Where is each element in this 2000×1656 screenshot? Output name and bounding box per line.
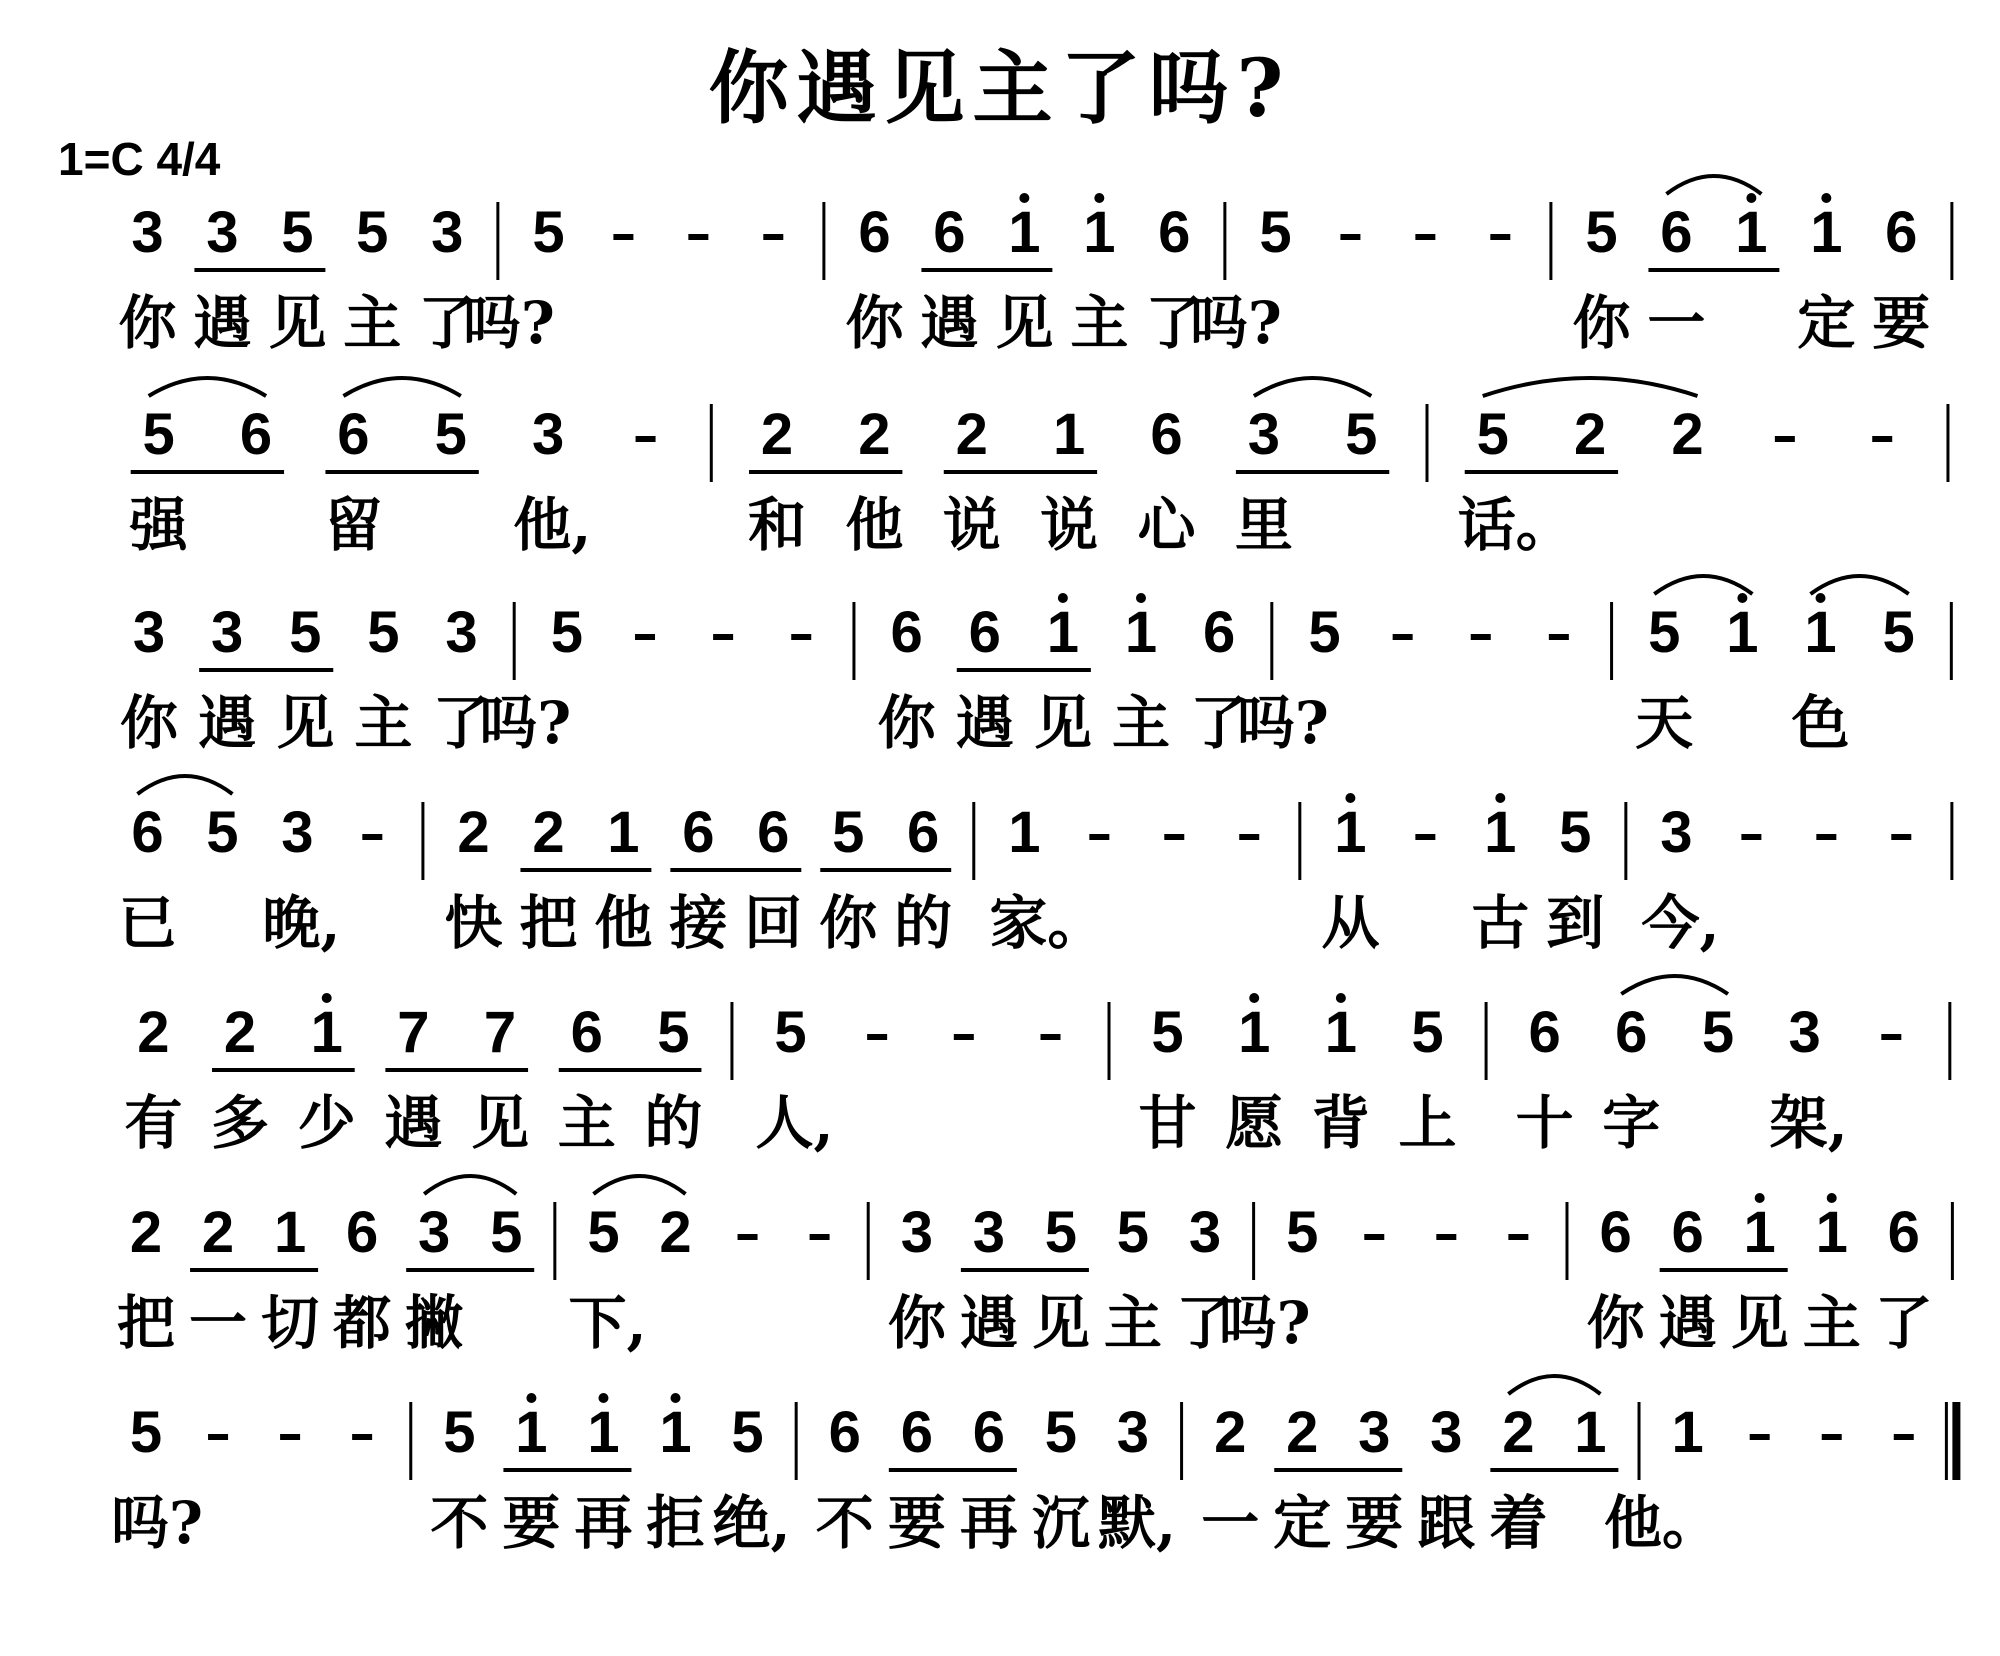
note-6: 6	[1158, 200, 1191, 265]
note-5: 5	[1882, 600, 1915, 665]
lyric-char: 家。	[989, 889, 1106, 957]
lyric-char: 他,	[513, 491, 592, 559]
lyric-char: 字	[1602, 1089, 1661, 1157]
lyric-char: 一	[1647, 289, 1706, 357]
note-5: 5	[550, 600, 584, 665]
note-3: 3	[132, 600, 166, 665]
lyric-char: 主	[1802, 1289, 1861, 1357]
lyric-char: 强	[129, 491, 188, 559]
lyric-char: 遇	[193, 289, 252, 357]
note-6: 6	[345, 1200, 379, 1265]
lyric-char: 主	[1103, 1289, 1162, 1357]
note-1: 1	[273, 1200, 307, 1265]
lyric-char: 已	[118, 889, 177, 957]
lyric-char: 要	[502, 1489, 561, 1557]
lyric-char: 有	[124, 1089, 183, 1157]
lyric-char: 你	[877, 689, 936, 757]
note-3: 3	[1188, 1200, 1222, 1265]
lyric-char: 说	[1040, 491, 1099, 559]
score-system	[0, 1200, 2000, 1380]
lyric-char: 遇	[384, 1089, 443, 1157]
lyric-char: 背	[1311, 1089, 1370, 1157]
lyric-char: 甘	[1138, 1089, 1197, 1157]
lyric-char: 接	[669, 889, 728, 957]
note-3: 3	[1358, 1400, 1391, 1465]
note-high-1: 1	[1324, 1000, 1357, 1065]
note-3: 3	[445, 600, 478, 665]
note-5: 5	[1286, 1200, 1319, 1265]
lyric-char: 他	[594, 889, 653, 957]
lyric-char: 主	[354, 689, 413, 757]
score-system	[0, 200, 2000, 380]
lyric-char: 默,	[1097, 1489, 1177, 1557]
slur	[1254, 378, 1371, 396]
lyric-char: 了	[1145, 289, 1204, 357]
lyric-char: 遇	[920, 289, 979, 357]
note-2: 2	[129, 1200, 163, 1265]
note-5: 5	[1044, 1200, 1078, 1265]
lyric-char: 一	[1201, 1489, 1260, 1557]
note-high-1: 1	[1810, 200, 1843, 265]
lyric-char: 回	[744, 889, 803, 957]
note-7: 7	[397, 1000, 430, 1065]
lyric-char: 你	[845, 289, 904, 357]
lyric-char: 见	[268, 289, 327, 357]
lyric-char: 晚,	[262, 889, 341, 957]
note-6: 6	[890, 600, 923, 665]
lyric-char: 再	[959, 1489, 1018, 1557]
lyric-char: 了	[418, 289, 477, 357]
note-2: 2	[137, 1000, 170, 1065]
note-6: 6	[907, 800, 940, 865]
note-5: 5	[1585, 200, 1618, 265]
note-high-1: 1	[1735, 200, 1768, 265]
note-3: 3	[532, 402, 565, 467]
lyric-char: 的	[894, 889, 953, 957]
note-high-1: 1	[1726, 600, 1759, 665]
lyric-char: 愿	[1225, 1089, 1284, 1157]
note-high-1: 1	[1083, 200, 1116, 265]
note-2: 2	[760, 402, 794, 467]
lyric-char: 见	[1730, 1289, 1789, 1357]
note-2: 2	[659, 1200, 692, 1265]
lyric-char: 再	[574, 1489, 633, 1557]
note-high-1: 1	[1743, 1200, 1776, 1265]
note-6: 6	[1202, 600, 1236, 665]
note-5: 5	[356, 200, 389, 265]
note-5: 5	[657, 1000, 690, 1065]
song-title: 你遇见主了吗?	[708, 41, 1292, 135]
note-5: 5	[1345, 402, 1378, 467]
lyric-char: 拒	[646, 1489, 705, 1557]
lyric-char: 定	[1797, 289, 1856, 357]
lyric-char: 主	[343, 289, 402, 357]
note-5: 5	[490, 1200, 523, 1265]
lyric-char: 一	[189, 1289, 248, 1357]
lyric-char: 了	[1175, 1289, 1234, 1357]
note-6: 6	[828, 1400, 861, 1465]
lyric-char: 你	[1572, 289, 1631, 357]
lyric-char: 里	[1234, 491, 1293, 559]
lyric-char: 要	[1872, 289, 1931, 357]
note-3: 3	[972, 1200, 1005, 1265]
note-3: 3	[1788, 1000, 1821, 1065]
lyric-char: 吗?	[111, 1489, 204, 1557]
lyric-char: 今,	[1641, 889, 1720, 957]
slur	[1666, 176, 1761, 194]
note-5: 5	[443, 1400, 476, 1465]
lyric-char: 你	[120, 689, 179, 757]
note-5: 5	[1308, 600, 1341, 665]
lyric-char: 遇	[198, 689, 257, 757]
note-high-1: 1	[1008, 200, 1041, 265]
score-system	[0, 1000, 2000, 1180]
note-6: 6	[933, 200, 966, 265]
note-5: 5	[532, 200, 565, 265]
note-6: 6	[570, 1000, 603, 1065]
note-5: 5	[434, 402, 467, 467]
note-high-1: 1	[587, 1400, 620, 1465]
note-3: 3	[431, 200, 464, 265]
lyric-char: 遇	[955, 689, 1014, 757]
note-2: 2	[1286, 1400, 1319, 1465]
note-high-1: 1	[1815, 1200, 1848, 1265]
note-6: 6	[1885, 200, 1918, 265]
lyric-char: 你	[819, 889, 878, 957]
lyric-char: 你	[1586, 1289, 1645, 1357]
lyric-char: 切	[261, 1289, 320, 1357]
lyric-char: 他	[845, 491, 904, 559]
note-2: 2	[201, 1200, 235, 1265]
note-high-1: 1	[515, 1400, 548, 1465]
note-5: 5	[142, 402, 175, 467]
note-2: 2	[955, 402, 988, 467]
lyric-char: 主	[1111, 689, 1170, 757]
note-3: 3	[281, 800, 314, 865]
note-3: 3	[131, 200, 164, 265]
lyric-char: 少	[297, 1089, 356, 1157]
note-high-1: 1	[1334, 800, 1367, 865]
note-high-1: 1	[1124, 600, 1158, 665]
lyric-char: 十	[1515, 1089, 1574, 1157]
note-3: 3	[1660, 800, 1693, 865]
note-1: 1	[1671, 1400, 1704, 1465]
lyric-char: 沉	[1031, 1489, 1090, 1557]
lyric-char: 见	[995, 289, 1054, 357]
note-6: 6	[1528, 1000, 1561, 1065]
lyric-char: 多	[211, 1089, 270, 1157]
note-2: 2	[1214, 1400, 1247, 1465]
note-2: 2	[532, 800, 565, 865]
note-3: 3	[418, 1200, 451, 1265]
lyric-char: 人,	[755, 1089, 834, 1157]
note-6: 6	[131, 800, 164, 865]
lyric-char: 撇	[405, 1289, 464, 1357]
note-5: 5	[1044, 1400, 1078, 1465]
note-6: 6	[900, 1400, 933, 1465]
lyric-char: 遇	[959, 1289, 1018, 1357]
note-7: 7	[483, 1000, 517, 1065]
note-5: 5	[1476, 402, 1509, 467]
lyric-char: 色	[1791, 689, 1850, 757]
lyric-char: 天	[1635, 689, 1694, 757]
lyric-char: 见	[471, 1089, 530, 1157]
note-6: 6	[968, 600, 1001, 665]
lyric-char: 吗?	[479, 689, 572, 757]
lyric-char: 吗?	[1189, 289, 1282, 357]
note-5: 5	[1559, 800, 1592, 865]
note-high-1: 1	[1484, 800, 1517, 865]
lyric-char: 不	[430, 1489, 489, 1557]
note-1: 1	[1008, 800, 1041, 865]
note-6: 6	[972, 1400, 1005, 1465]
lyric-char: 下,	[568, 1289, 647, 1357]
note-6: 6	[1887, 1200, 1920, 1265]
note-6: 6	[757, 800, 790, 865]
note-3: 3	[1430, 1400, 1463, 1465]
note-5: 5	[281, 200, 314, 265]
slur	[149, 378, 266, 396]
slur	[343, 378, 460, 396]
note-5: 5	[774, 1000, 807, 1065]
lyric-char: 你	[887, 1289, 946, 1357]
lyric-char: 要	[1345, 1489, 1404, 1557]
note-6: 6	[682, 800, 715, 865]
lyric-char: 架,	[1769, 1089, 1848, 1157]
lyric-char: 的	[644, 1089, 703, 1157]
lyric-char: 见	[1031, 1289, 1090, 1357]
lyric-char: 见	[1033, 689, 1092, 757]
lyric-char: 心	[1137, 491, 1196, 559]
note-6: 6	[239, 402, 273, 467]
note-2: 2	[1573, 402, 1607, 467]
note-5: 5	[832, 800, 865, 865]
note-6: 6	[1660, 200, 1693, 265]
note-6: 6	[858, 200, 891, 265]
score-system	[0, 600, 2000, 780]
lyric-char: 从	[1321, 889, 1380, 957]
note-5: 5	[1151, 1000, 1184, 1065]
note-6: 6	[1615, 1000, 1648, 1065]
lyric-char: 定	[1273, 1489, 1332, 1557]
note-5: 5	[289, 600, 322, 665]
note-high-1: 1	[659, 1400, 692, 1465]
score-system	[0, 402, 2000, 582]
lyric-char: 不	[815, 1489, 874, 1557]
score-system	[0, 1400, 2000, 1580]
note-2: 2	[1671, 402, 1704, 467]
lyric-char: 都	[333, 1289, 392, 1357]
lyric-char: 把	[117, 1289, 176, 1357]
note-1: 1	[1053, 402, 1086, 467]
note-high-1: 1	[1046, 600, 1079, 665]
lyric-char: 快	[444, 889, 503, 957]
lyric-char: 他。	[1604, 1489, 1721, 1557]
lyric-char: 主	[1070, 289, 1129, 357]
note-6: 6	[337, 402, 370, 467]
slur	[1483, 378, 1698, 396]
note-1: 1	[1574, 1400, 1607, 1465]
note-high-1: 1	[1804, 600, 1837, 665]
note-high-1: 1	[310, 1000, 343, 1065]
note-5: 5	[367, 600, 400, 665]
note-6: 6	[1599, 1200, 1632, 1265]
key-time-signature: 1=C 4/4	[58, 133, 221, 185]
note-3: 3	[211, 600, 244, 665]
lyric-char: 跟	[1417, 1489, 1476, 1557]
note-5: 5	[1701, 1000, 1735, 1065]
note-6: 6	[1671, 1200, 1704, 1265]
note-3: 3	[1116, 1400, 1150, 1465]
lyric-char: 留	[324, 491, 383, 559]
note-5: 5	[129, 1400, 163, 1465]
lyric-char: 了	[1874, 1289, 1933, 1357]
lyric-char: 绝,	[712, 1489, 791, 1557]
note-5: 5	[206, 800, 239, 865]
note-5: 5	[1259, 200, 1292, 265]
note-5: 5	[587, 1200, 620, 1265]
note-5: 5	[731, 1400, 764, 1465]
note-2: 2	[457, 800, 490, 865]
lyric-char: 话。	[1457, 491, 1574, 559]
lyric-char: 吗?	[462, 289, 555, 357]
lyric-char: 上	[1398, 1089, 1457, 1157]
note-5: 5	[1116, 1200, 1150, 1265]
lyric-char: 古	[1471, 889, 1530, 957]
note-3: 3	[1247, 402, 1281, 467]
lyric-char: 你	[118, 289, 177, 357]
lyric-char: 了	[432, 689, 491, 757]
note-1: 1	[607, 800, 640, 865]
lyric-char: 着	[1489, 1489, 1548, 1557]
lyric-char: 吗?	[1218, 1289, 1311, 1357]
lyric-char: 主	[557, 1089, 616, 1157]
score-system	[0, 800, 2000, 980]
note-high-1: 1	[1238, 1000, 1271, 1065]
lyric-char: 吗?	[1236, 689, 1329, 757]
lyric-char: 遇	[1658, 1289, 1717, 1357]
note-5: 5	[1648, 600, 1681, 665]
note-6: 6	[1150, 402, 1183, 467]
note-2: 2	[858, 402, 891, 467]
note-3: 3	[206, 200, 239, 265]
lyric-char: 和	[748, 491, 807, 559]
lyric-char: 见	[276, 689, 335, 757]
lyric-char: 说	[942, 491, 1001, 559]
note-2: 2	[223, 1000, 257, 1065]
lyric-char: 把	[519, 889, 578, 957]
note-3: 3	[900, 1200, 933, 1265]
lyric-char: 了	[1190, 689, 1249, 757]
note-5: 5	[1411, 1000, 1444, 1065]
lyric-char: 要	[887, 1489, 946, 1557]
lyric-char: 到	[1546, 889, 1605, 957]
note-2: 2	[1502, 1400, 1535, 1465]
